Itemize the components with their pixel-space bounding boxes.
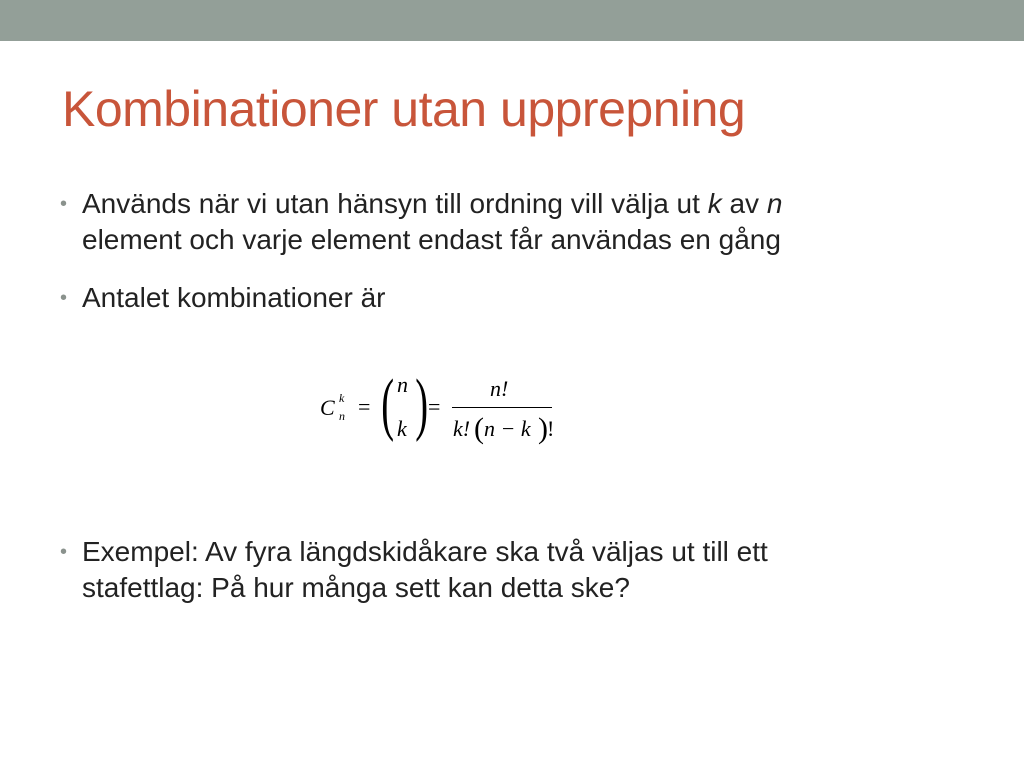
formula-equals-2: = <box>428 394 441 419</box>
binomial-bottom-k: k <box>397 416 407 441</box>
bullet-dot-icon: • <box>60 287 68 309</box>
formula-sub-n: n <box>339 409 345 423</box>
bullet3-text-line1: Exempel: Av fyra längdskidåkare ska två väljas ut till ett <box>82 536 768 567</box>
denominator-n-minus-k: n − k <box>484 416 531 441</box>
formula-C: C <box>320 395 335 420</box>
slide-title: Kombinationer utan upprepning <box>62 81 746 137</box>
variable-n: n <box>766 188 783 219</box>
fraction-numerator: n! <box>490 376 509 401</box>
binomial-top-n: n <box>397 372 408 397</box>
binomial-right-paren-icon: ) <box>415 366 429 443</box>
denominator-left-paren-icon: ( <box>474 412 484 445</box>
formula-sup-k: k <box>339 391 345 405</box>
top-decorative-band <box>0 0 1024 41</box>
denominator-factorial: ! <box>547 416 555 441</box>
bullet-item-usage <box>60 186 982 258</box>
bullet1-text-start: Används när vi utan hänsyn till ordning vill välja ut <box>82 188 708 219</box>
denominator-k-factorial: k! <box>453 416 471 441</box>
bullet-dot-icon: • <box>60 193 68 215</box>
bullet3-text-line2: stafettlag: På hur många sett kan detta ske? <box>82 572 630 603</box>
denominator-right-paren-icon: ) <box>538 412 548 445</box>
formula-equals-1: = <box>358 394 371 419</box>
bullet-dot-icon: • <box>60 541 68 563</box>
bullet-item-count <box>60 280 982 316</box>
bullet-item-example <box>60 534 982 606</box>
binomial-left-paren-icon: ( <box>381 366 395 443</box>
fraction-bar <box>452 407 552 408</box>
variable-k: k <box>707 188 722 219</box>
bullet2-text: Antalet kombinationer är <box>82 282 386 313</box>
bullet1-text-line2: element och varje element endast får användas en gång <box>82 224 781 255</box>
bullet1-text-av: av <box>721 188 767 219</box>
combination-formula <box>318 366 578 454</box>
